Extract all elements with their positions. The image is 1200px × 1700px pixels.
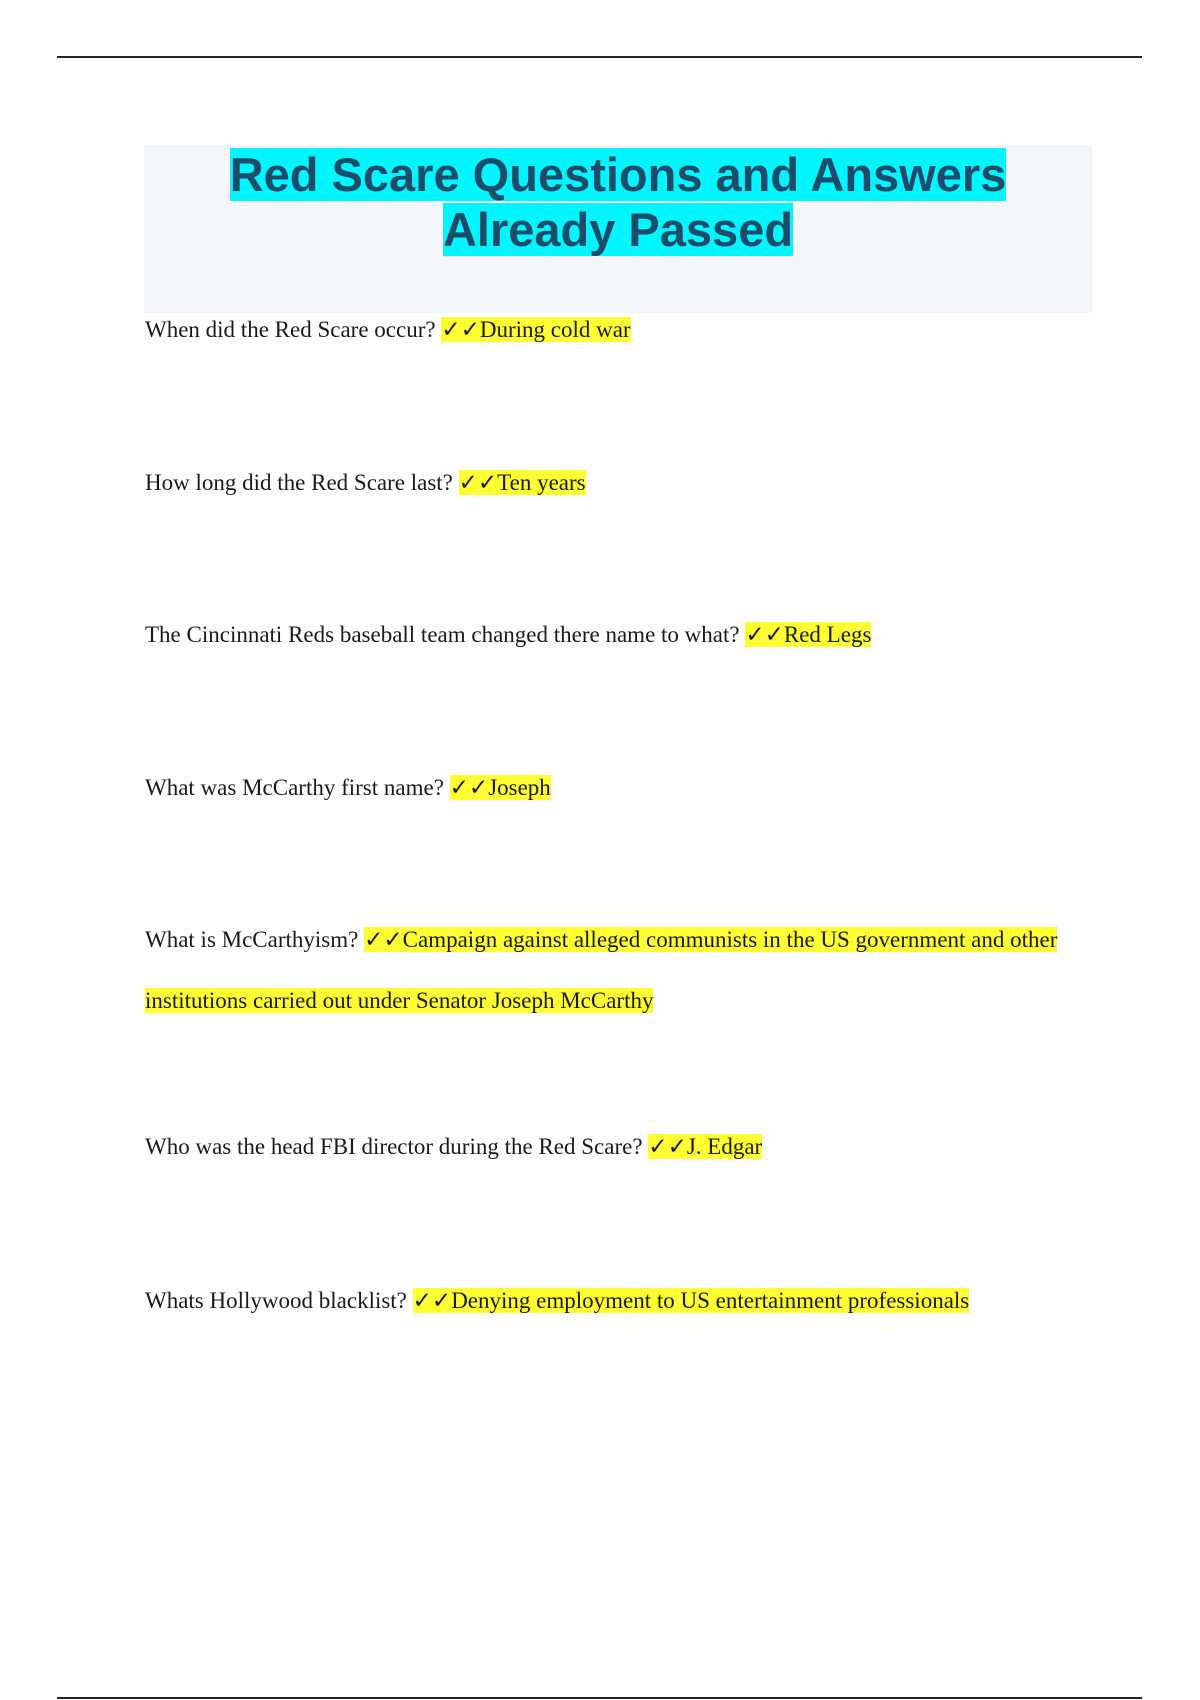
answer-text: ✓✓Red Legs — [745, 622, 872, 647]
qa-item — [145, 909, 1065, 1031]
qa-item — [145, 1116, 1065, 1177]
qa-item — [145, 452, 1065, 513]
question-text: What was McCarthy first name? — [145, 775, 450, 800]
top-rule — [57, 56, 1142, 58]
answer-text: ✓✓Joseph — [449, 775, 551, 800]
answer-text: ✓✓Ten years — [458, 470, 586, 495]
answer-text: ✓✓During cold war — [441, 317, 631, 342]
document-title — [144, 147, 1092, 257]
qa-item — [145, 1270, 1065, 1331]
qa-item — [145, 757, 1065, 818]
title-line-1: Red Scare Questions and Answers — [229, 148, 1007, 201]
title-line-2: Already Passed — [442, 203, 794, 256]
bottom-rule — [57, 1697, 1142, 1699]
question-text: How long did the Red Scare last? — [145, 470, 459, 495]
question-text: What is McCarthyism? — [145, 927, 365, 952]
answer-text: ✓✓J. Edgar — [648, 1134, 763, 1159]
qa-item — [145, 604, 1065, 665]
answer-text: ✓✓Denying employment to US entertainment professionals — [412, 1288, 970, 1313]
qa-item — [145, 299, 1065, 360]
question-text: Who was the head FBI director during the Red Scare? — [145, 1134, 649, 1159]
question-text: When did the Red Scare occur? — [145, 317, 442, 342]
question-text: Whats Hollywood blacklist? — [145, 1288, 413, 1313]
question-text: The Cincinnati Reds baseball team changed there name to what? — [145, 622, 746, 647]
answer-text: ✓✓Campaign against alleged communists in the US government and other institutions carried out under Senator Joseph McCarthy — [145, 927, 1058, 1013]
